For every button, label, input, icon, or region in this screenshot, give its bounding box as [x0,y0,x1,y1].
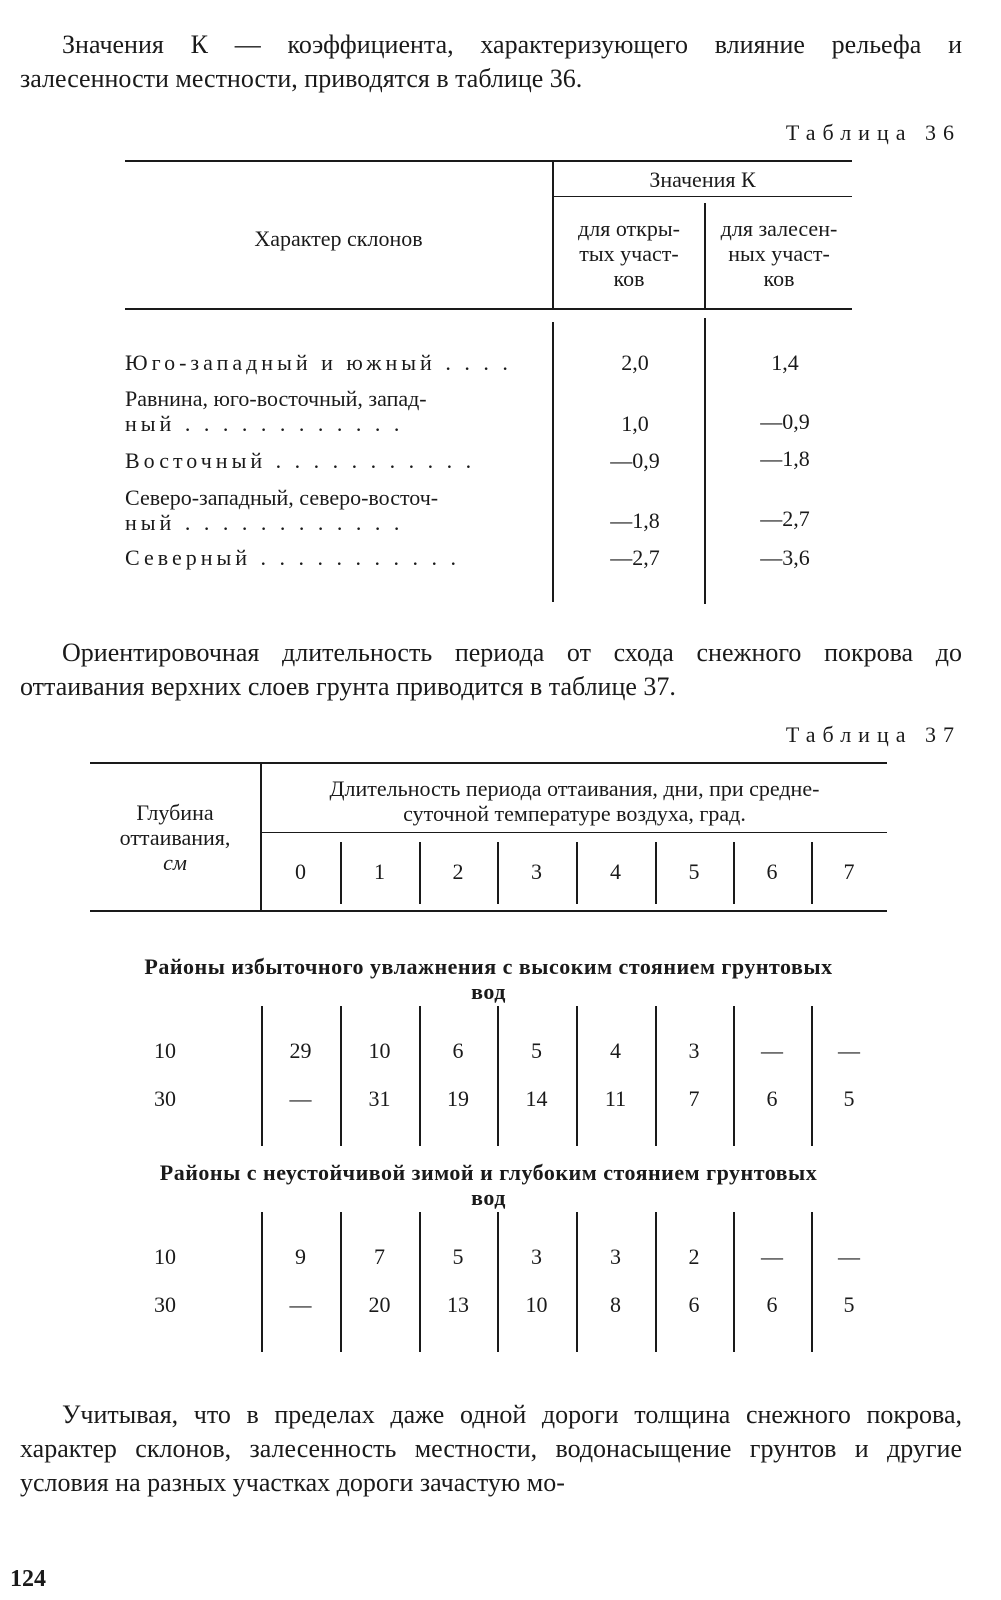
column-divider [419,1006,421,1146]
table-cell: 29 [289,1038,312,1063]
column-divider [261,1212,263,1352]
column-divider [576,1006,578,1146]
column-divider [655,1006,657,1146]
table-cell-forest: —3,6 [760,545,810,570]
temp-header: 6 [766,859,778,884]
col-duration-header: Длительность периода оттаивания, дни, при средне- суточной температуре воздуха, град. [329,776,820,826]
page-number: 124 [10,1566,46,1592]
temp-header: 1 [374,859,385,884]
table-37-subheader-rule [261,832,887,833]
table-cell-forest: —1,8 [760,446,810,471]
depth-cell: 10 [154,1038,176,1063]
column-divider [811,1212,813,1352]
column-divider [340,1006,342,1146]
table-cell: 7 [374,1244,385,1269]
table-cell-forest: 1,4 [771,350,799,375]
table-cell: 5 [843,1086,855,1111]
section-title-line: Районы избыточного увлажнения с высоким стоянием грунтовых [144,954,833,979]
col-forest-header: для залесен- ных участ- ков [720,216,838,291]
table-cell: 10 [525,1292,548,1317]
table-cell: — [838,1038,860,1063]
table-cell: 6 [452,1038,464,1063]
col-depth-header: Глубина оттаивания, см [119,800,231,875]
table-cell: 5 [452,1244,464,1269]
column-divider [497,1006,499,1146]
column-divider [340,1212,342,1352]
table-cell: 5 [843,1292,855,1317]
temp-divider [733,842,735,904]
table-36-header-rule [125,308,852,310]
temp-divider [655,842,657,904]
mid-paragraph: Ориентировочная длительность периода от схода снежного покрова до оттаивания верхних слоев грунта приводится в таблице 37. [20,638,962,701]
temp-header: 7 [843,859,855,884]
table-cell: 8 [610,1292,621,1317]
temp-divider [419,842,421,904]
table-36-caption: Таблица 36 [785,120,961,145]
section-title-line: вод [471,979,506,1004]
column-divider [261,1006,263,1146]
temp-divider [576,842,578,904]
column-divider [419,1212,421,1352]
table-cell-open: 2,0 [621,350,649,375]
section-title [90,1160,887,1210]
table-cell: — [289,1292,312,1317]
table-37-caption: Таблица 37 [785,722,961,747]
column-divider [811,1006,813,1146]
section-title [90,954,887,1004]
table-cell: 6 [766,1086,778,1111]
table-36-body-divider-2 [704,318,706,604]
table-36-top-rule [125,160,852,162]
table-cell-forest: —2,7 [760,506,810,531]
table-cell-open: —2,7 [610,545,660,570]
temp-header: 3 [531,859,542,884]
table-37-top-rule [90,762,887,764]
table-row-label: Северо-западный, северо-восточ- [125,485,439,510]
table-36-subheader-rule [553,196,852,197]
depth-cell: 10 [154,1244,176,1269]
table-cell: 19 [447,1086,469,1111]
table-cell: — [761,1244,783,1269]
table-cell: 6 [688,1292,700,1317]
table-cell-open: —1,8 [610,508,660,533]
temp-header: 2 [452,859,464,884]
temp-divider [497,842,499,904]
column-divider [576,1212,578,1352]
table-cell: 9 [295,1244,306,1269]
table-cell: — [761,1038,783,1063]
temp-header: 4 [610,859,621,884]
table-cell: 3 [610,1244,621,1269]
col-slopes-header: Характер склонов [254,226,423,251]
temp-header: 5 [688,859,700,884]
table-row-label: Равнина, юго-восточный, запад- [125,386,427,411]
table-cell: 5 [531,1038,542,1063]
section-title-line: вод [471,1185,506,1210]
table-cell: 14 [525,1086,548,1111]
table-row-label-cont: ный . . . . . . . . . . . . [125,411,404,436]
table-row-label: Восточный . . . . . . . . . . . [125,448,476,473]
table-cell-open: —0,9 [610,448,660,473]
table-36-body-divider-1 [552,322,554,602]
table-cell: 6 [766,1292,778,1317]
table-cell: 2 [688,1244,700,1269]
table-cell-open: 1,0 [621,411,649,436]
table-cell: 11 [604,1086,627,1111]
column-divider [497,1212,499,1352]
intro-paragraph: Значения К — коэффициента, характеризующего влияние рельефа и залесенности местности, приводятся в таблице 36. [20,30,962,93]
table-row-label-cont: ный . . . . . . . . . . . . [125,510,404,535]
table-row-label: Юго-западный и южный . . . . [125,350,512,375]
column-divider [733,1212,735,1352]
table-cell-forest: —0,9 [760,409,810,434]
table-cell: 13 [447,1292,469,1317]
section-title-line: Районы с неустойчивой зимой и глубоким стоянием грунтовых [159,1160,818,1185]
col-open-header: для откры- тых участ- ков [578,216,680,291]
final-paragraph: Учитывая, что в пределах даже одной дороги толщина снежного покрова, характер склонов, залесенность местности, водонасыщение грунтов и другие условия на разных участках дороги зачастую мо- [20,1400,962,1497]
column-divider [733,1006,735,1146]
col-values-header: Значения К [649,167,756,192]
table-cell: — [289,1086,312,1111]
temp-divider [811,842,813,904]
table-cell: 7 [688,1086,700,1111]
depth-cell: 30 [154,1086,176,1111]
table-cell: 3 [531,1244,542,1269]
table-cell: 3 [688,1038,700,1063]
temp-divider [340,842,342,904]
table-37-header-rule [90,910,887,912]
temp-header: 0 [295,859,306,884]
table-cell: 10 [368,1038,391,1063]
table-row-label: Северный . . . . . . . . . . . [125,545,461,570]
table-cell: 20 [368,1292,391,1317]
column-divider [655,1212,657,1352]
depth-cell: 30 [154,1292,176,1317]
table-cell: 31 [368,1086,391,1111]
table-cell: 4 [610,1038,621,1063]
table-cell: — [838,1244,860,1269]
